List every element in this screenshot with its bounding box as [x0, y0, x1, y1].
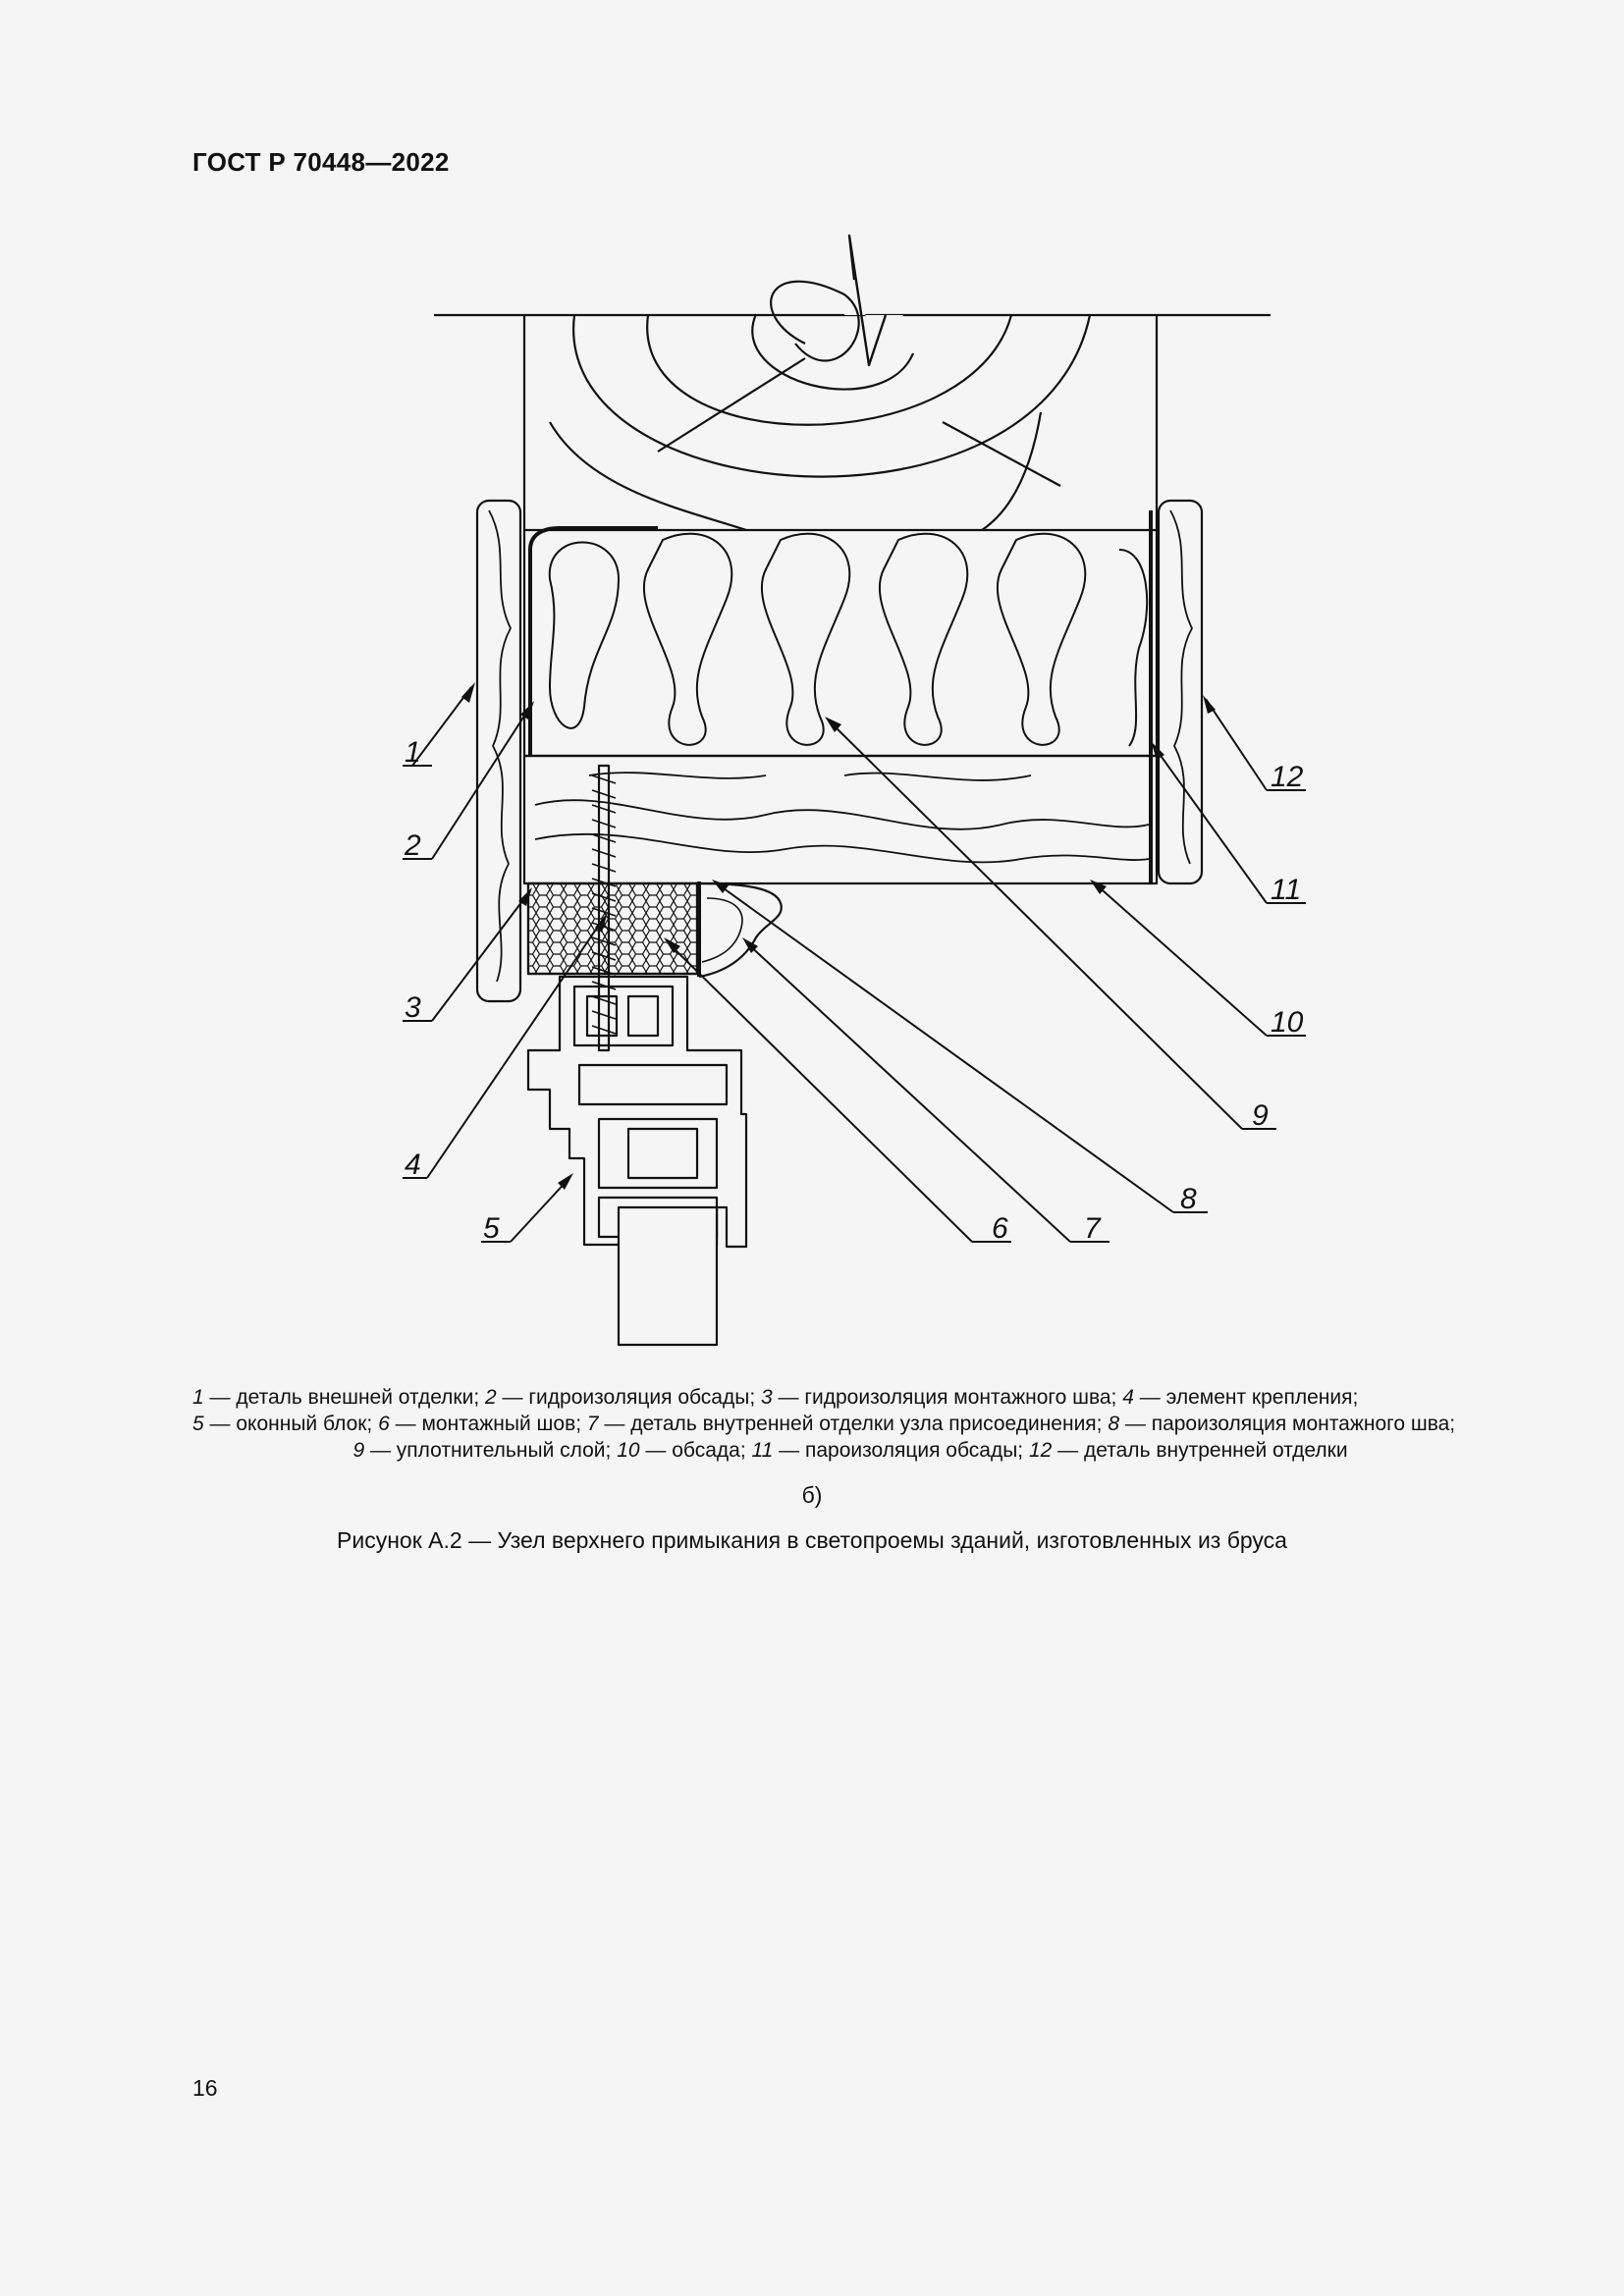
legend-text-8: — пароизоляция монтажного шва;	[1119, 1413, 1456, 1435]
legend-num-11: 11	[751, 1439, 774, 1462]
callout-8: 8	[1180, 1183, 1197, 1215]
legend-num-10: 10	[617, 1439, 640, 1462]
legend-num-2: 2	[485, 1386, 497, 1409]
legend-text-9: — уплотнительный слой;	[364, 1439, 618, 1462]
legend-num-9: 9	[352, 1439, 365, 1462]
legend-num-3: 3	[761, 1386, 773, 1409]
callout-4: 4	[405, 1148, 421, 1181]
legend-text-2: — гидроизоляция обсады;	[496, 1386, 761, 1409]
legend-text-12: — деталь внутренней отделки	[1052, 1439, 1348, 1462]
legend-text-1: — деталь внешней отделки;	[203, 1386, 486, 1409]
legend-num-1: 1	[192, 1386, 204, 1409]
callout-5: 5	[483, 1212, 500, 1245]
callout-1: 1	[405, 736, 421, 769]
legend-text-10: — обсада;	[639, 1439, 752, 1462]
document-header: ГОСТ Р 70448—2022	[192, 147, 450, 177]
legend-num-6: 6	[378, 1413, 390, 1435]
legend-text-3: — гидроизоляция монтажного шва;	[772, 1386, 1123, 1409]
callout-3: 3	[405, 991, 421, 1024]
callout-11: 11	[1271, 874, 1302, 906]
callout-10: 10	[1271, 1006, 1304, 1039]
callout-2: 2	[405, 829, 421, 862]
legend-text-11: — пароизоляция обсады;	[773, 1439, 1029, 1462]
legend-num-4: 4	[1122, 1386, 1134, 1409]
legend-text-7: — деталь внутренней отделки узла присоединения;	[598, 1413, 1109, 1435]
callout-12: 12	[1271, 761, 1304, 793]
legend-line-1	[192, 1384, 1508, 1411]
legend-line-3	[192, 1437, 1508, 1464]
callout-6: 6	[992, 1212, 1008, 1245]
legend-num-8: 8	[1108, 1413, 1120, 1435]
callout-7: 7	[1084, 1212, 1101, 1245]
legend-num-12: 12	[1028, 1439, 1053, 1462]
callout-9: 9	[1252, 1099, 1269, 1132]
legend-text-5: — оконный блок;	[203, 1413, 379, 1435]
figure-legend	[192, 1384, 1508, 1464]
page-number: 16	[192, 2075, 218, 2101]
legend-text-6: — монтажный шов;	[389, 1413, 587, 1435]
figure-title: Рисунок А.2 — Узел верхнего примыкания в светопроемы зданий, изготовленных из бруса	[337, 1527, 1287, 1553]
subfigure-label: б)	[801, 1482, 823, 1508]
legend-num-7: 7	[586, 1413, 599, 1435]
legend-num-5: 5	[192, 1413, 204, 1435]
legend-text-4: — элемент крепления;	[1133, 1386, 1359, 1409]
legend-line-2	[192, 1411, 1508, 1437]
